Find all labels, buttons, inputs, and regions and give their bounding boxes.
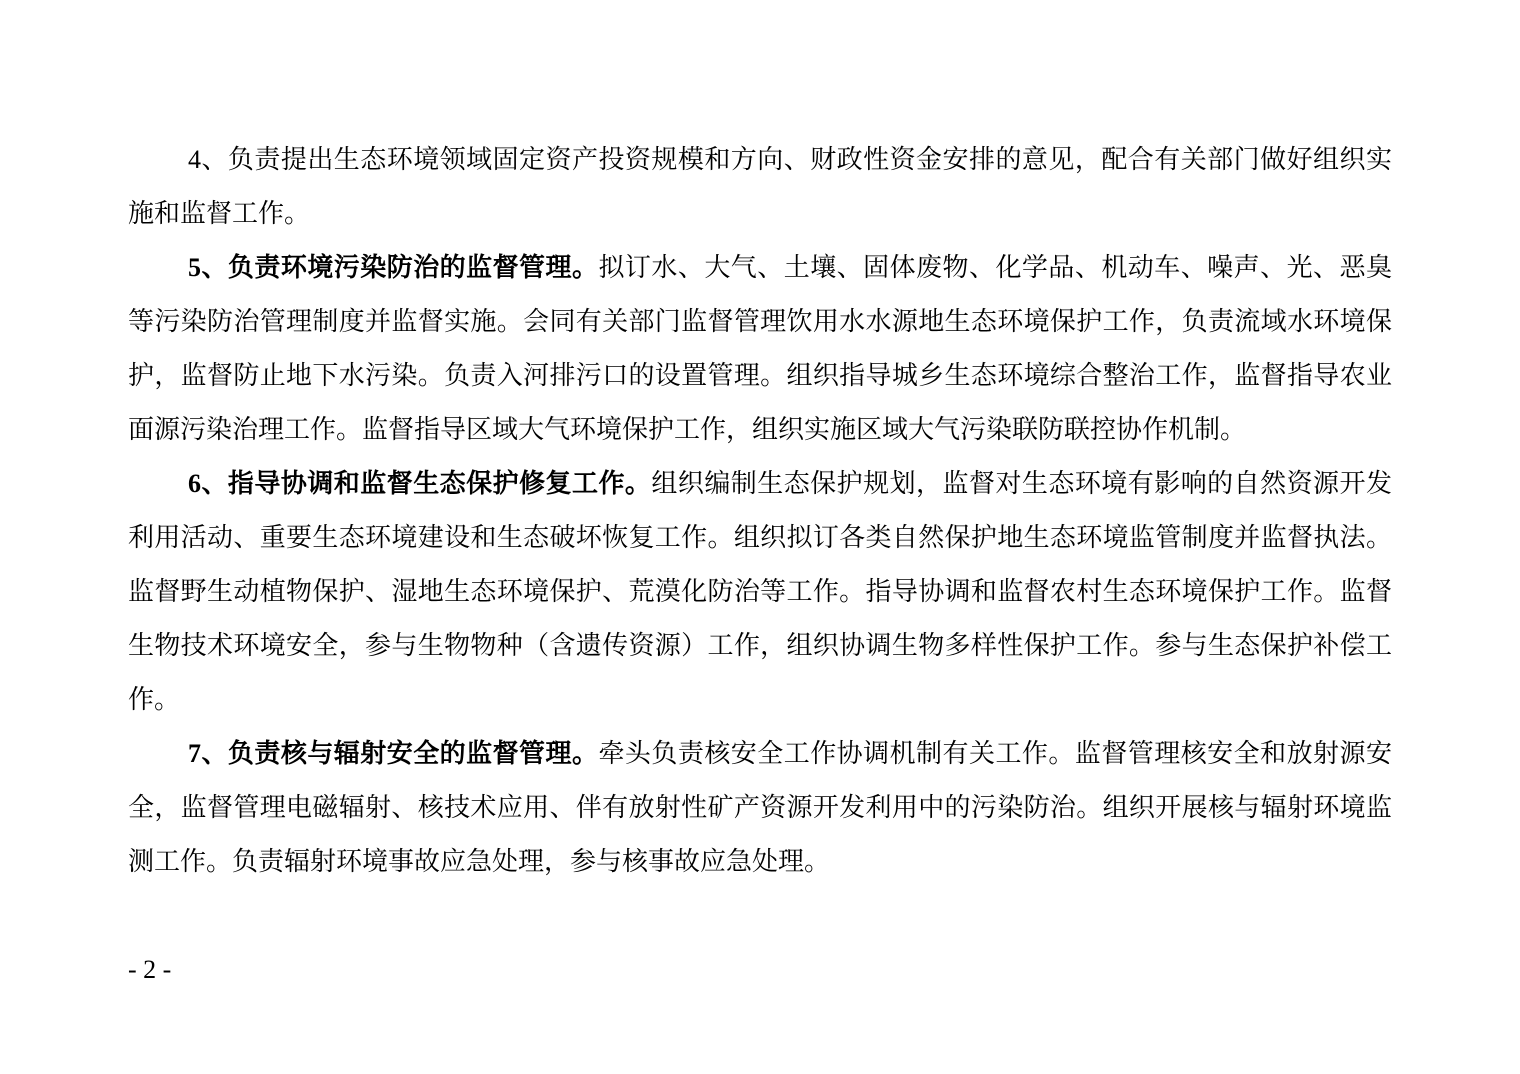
paragraph-text: 、负责提出生态环境领域固定资产投资规模和方向、财政性资金安排的意见，配合有关部门做好组织实施和监督工作。: [128, 145, 1392, 229]
item-number: 7: [188, 739, 201, 768]
paragraph-text: 拟订水、大气、土壤、固体废物、化学品、机动车、噪声、光、恶臭等污染防治管理制度并监督实施。会同有关部门监督管理饮用水水源地生态环境保护工作，负责流域水环境保护，监督防止地下水污染。负责入河排污口的设置管理。组织指导城乡生态环境综合整治工作，监督指导农业面源污染治理工作。监督指导区域大气环境保护工作，组织实施区域大气污染联防联控协作机制。: [128, 253, 1392, 445]
item-heading: 、负责环境污染防治的监督管理。: [201, 253, 599, 283]
item-heading: 、指导协调和监督生态保护修复工作。: [201, 469, 652, 499]
item-number: 4: [188, 145, 201, 174]
paragraph-text: 组织编制生态保护规划，监督对生态环境有影响的自然资源开发利用活动、重要生态环境建设和生态破坏恢复工作。组织拟订各类自然保护地生态环境监管制度并监督执法。监督野生动植物保护、湿地生态环境保护、荒漠化防治等工作。指导协调和监督农村生态环境保护工作。监督生物技术环境安全，参与生物物种（含遗传资源）工作，组织协调生物多样性保护工作。参与生态保护补偿工作。: [128, 469, 1392, 715]
paragraph-item-5: [128, 241, 1392, 457]
item-heading: 、负责核与辐射安全的监督管理。: [201, 739, 599, 769]
paragraph-item-4: [128, 133, 1392, 241]
item-number: 6: [188, 469, 201, 498]
paragraph-item-6: [128, 457, 1392, 727]
page-number: - 2 -: [128, 955, 172, 984]
paragraph-item-7: [128, 727, 1392, 889]
paragraph-text: 牵头负责核安全工作协调机制有关工作。监督管理核安全和放射源安全，监督管理电磁辐射、核技术应用、伴有放射性矿产资源开发利用中的污染防治。组织开展核与辐射环境监测工作。负责辐射环境事故应急处理，参与核事故应急处理。: [128, 739, 1392, 877]
item-number: 5: [188, 253, 201, 282]
document-body: [128, 133, 1392, 889]
